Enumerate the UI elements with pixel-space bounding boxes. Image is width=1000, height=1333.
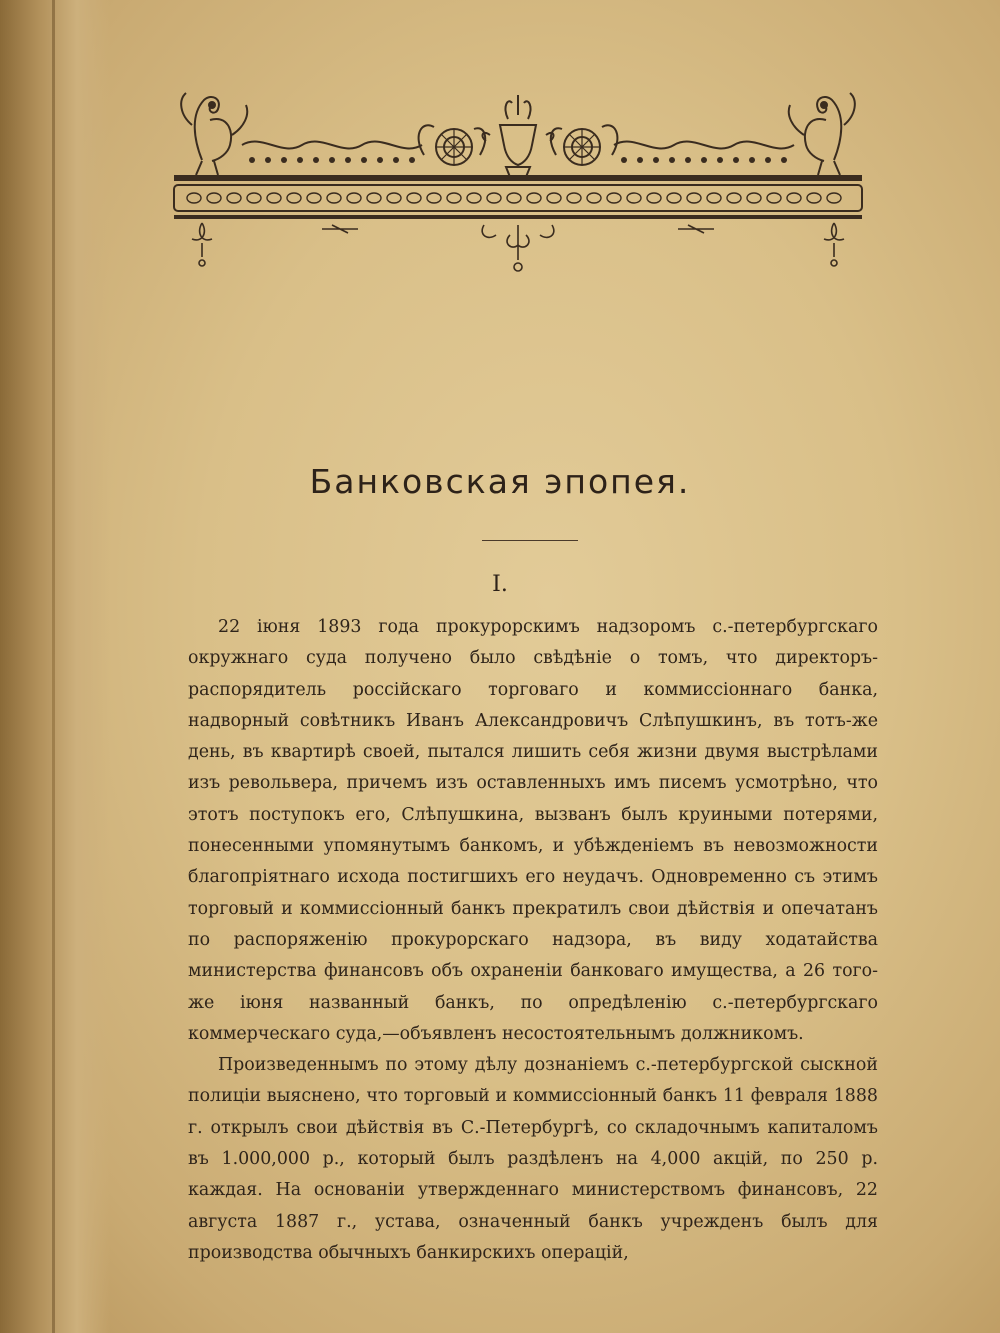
right-griffin-icon (789, 93, 855, 175)
rosette-left-icon (419, 125, 486, 165)
paragraph-1: 22 іюня 1893 года прокурорскимъ надзоромъ с.-петербургскаго окружнаго суда получено было свѣдѣніе о томъ, что директоръ-распорядитель россійскаго торговаго и коммиссіоннаго банка, надворный совѣтникъ Иванъ Александровичъ Слѣпушкинъ, въ тотъ-же день, въ квартирѣ своей, пытался лишить себя жизни двумя выстрѣлами изъ револьвера, причемъ изъ оставленныхъ имъ писемъ усмотрѣно, что этотъ поступокъ его, Слѣпушкина, вызванъ былъ круиными потерями, понесенными упомянутымъ банкомъ, и убѣжденіемъ въ невозможности благопріятнаго исхода постигшихъ его неудачъ. Одновременно съ этимъ торговый и коммиссіонный банкъ прекратилъ свои дѣйствія и опечатанъ по распоряженію прокурорскаго надзора, въ виду ходатайства министерства финансовъ объ охраненіи банковаго имущества, а 26 того-же іюня названный банкъ, по опредѣленію с.-петербургскаго коммерческаго суда,—объявленъ несостоятельнымъ должникомъ. (188, 617, 878, 1044)
chapter-number: I. (492, 572, 508, 597)
headpiece-ornament-icon (172, 85, 864, 285)
left-griffin-icon (181, 93, 247, 175)
paragraph-2: Произведеннымъ по этому дѣлу дознаніемъ с.-петербургской сыскной полиціи выяснено, что торговый и коммиссіонный банкъ 11 февраля 1888 г. открылъ свои дѣйствія въ С.-Петербургѣ, со складочнымъ капиталомъ въ 1.000,000 р., который былъ раздѣленъ на 4,000 акцій, по 250 р. каждая. На основаніи утвержденнаго министерствомъ финансовъ, 22 августа 1887 г., устава, означенный банкъ учрежденъ былъ для производства обычныхъ банкирскихъ операцій, (188, 1055, 878, 1263)
title-divider (482, 540, 578, 541)
book-gutter (52, 0, 55, 1333)
pendant-drops-icon (192, 223, 844, 271)
central-vase-icon (483, 95, 554, 177)
chapter-title: Банковская эпопея. (309, 462, 691, 501)
body-text (188, 612, 878, 1269)
rosette-right-icon (551, 125, 618, 165)
book-spine-shadow (0, 0, 110, 1333)
